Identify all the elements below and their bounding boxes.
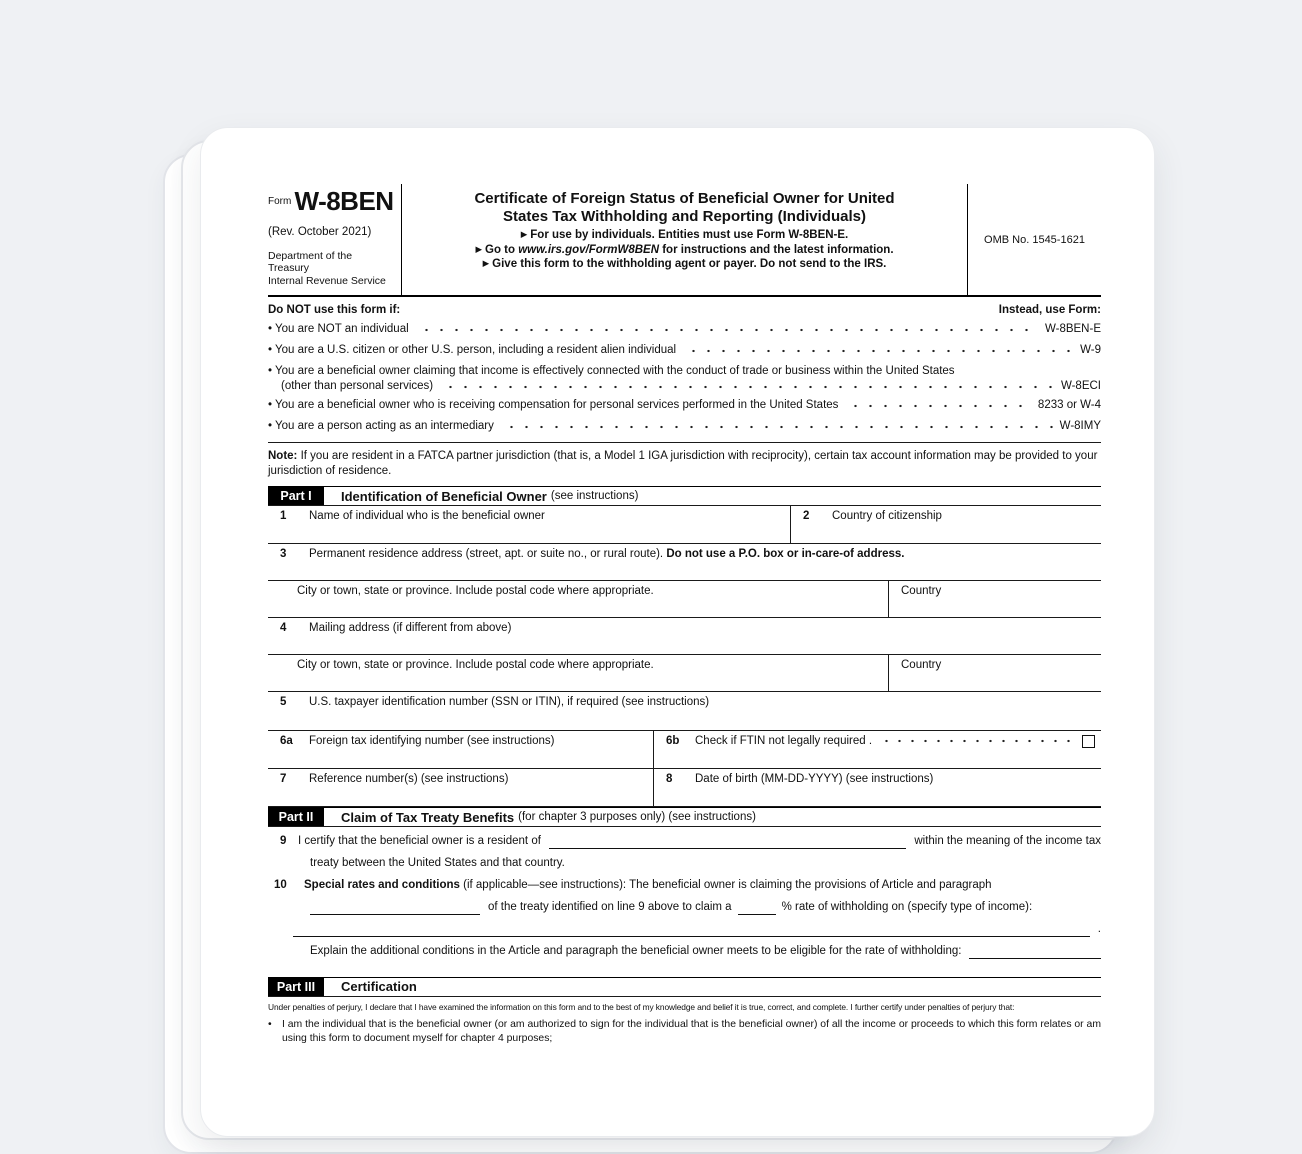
line9-country-input[interactable] bbox=[549, 836, 906, 849]
field-label: Country bbox=[901, 659, 942, 672]
part1-header bbox=[268, 486, 1101, 506]
bullet-icon: • bbox=[268, 419, 273, 432]
field-label: Country bbox=[901, 585, 942, 598]
row-mailing-address bbox=[268, 618, 1101, 655]
line10: 10 Special rates and conditions (if applicable—see instructions): The beneficial owner is claiming the provisions of Article and paragraph bbox=[274, 879, 992, 892]
field-label: Permanent residence address (street, apt. or suite no., or rural route). Do not use a P.O. box or in-care-of address. bbox=[309, 548, 905, 561]
bullet-icon: • bbox=[268, 344, 273, 357]
line9: 9 I certify that the beneficial owner is a resident of within the meaning of the income tax bbox=[280, 835, 1101, 848]
field-label: Name of individual who is the beneficial owner bbox=[309, 510, 545, 523]
do-not-use-item-3-line2: (other than personal services) W-8ECI bbox=[281, 379, 1101, 392]
instead-form-name: W-8ECI bbox=[1060, 379, 1101, 392]
dot-leader bbox=[848, 399, 1032, 408]
agency-line1: Department of the Treasury bbox=[268, 250, 353, 275]
field-label: Check if FTIN not legally required . bbox=[695, 735, 873, 748]
row-reference-dob bbox=[268, 769, 1101, 807]
line10-explain-row: Explain the additional conditions in the Article and paragraph the beneficial owner meets to be eligible for the rate of withholding: bbox=[268, 944, 1101, 959]
field-label: Date of birth (MM-DD-YYYY) (see instructions) bbox=[695, 773, 934, 786]
arrow-icon: ▶ bbox=[520, 229, 528, 240]
part1-title: Identification of Beneficial Owner bbox=[341, 488, 547, 504]
do-not-use-item-2: • You are a U.S. citizen or other U.S. person, including a resident alien individual W-9 bbox=[268, 344, 1101, 357]
do-not-use-item-1: • You are NOT an individual W-8BEN-E bbox=[268, 323, 1101, 336]
instead-form-name: W-9 bbox=[1080, 344, 1101, 357]
form-word: Form bbox=[268, 196, 292, 207]
field-mailing-address[interactable]: 4 Mailing address (if different from above) bbox=[280, 622, 512, 635]
part3-header bbox=[268, 977, 1101, 997]
row-name-citizenship bbox=[268, 506, 1101, 544]
irs-url-link[interactable]: www.irs.gov/FormW8BEN bbox=[518, 243, 660, 256]
instead-form-name: 8233 or W-4 bbox=[1037, 398, 1101, 411]
agency-block bbox=[268, 250, 395, 287]
line10-article-input[interactable] bbox=[310, 902, 480, 915]
omb-number: OMB No. 1545-1621 bbox=[984, 233, 1085, 246]
line10-income-type-input[interactable] bbox=[293, 924, 1090, 937]
header-instruction-1: ▶ For use by individuals. Entities must use Form W-8BEN-E. bbox=[520, 229, 849, 242]
do-not-use-item-4: • You are a beneficial owner who is receiving compensation for personal services performed in the United States 8233 or W-4 bbox=[268, 398, 1101, 411]
field-city-2[interactable] bbox=[268, 655, 889, 691]
part1-title-suffix: (see instructions) bbox=[550, 490, 639, 503]
field-us-tin[interactable]: 5 U.S. taxpayer identification number (SSN or ITIN), if required (see instructions) bbox=[280, 696, 710, 709]
field-label: City or town, state or province. Include postal code where appropriate. bbox=[297, 585, 654, 598]
instead-form-name: W-8IMY bbox=[1059, 419, 1101, 432]
part2-badge: Part II bbox=[268, 808, 324, 826]
bullet-icon: • bbox=[268, 365, 273, 377]
dot-leader bbox=[686, 344, 1074, 353]
line10-rate-input[interactable] bbox=[738, 902, 776, 915]
bullet-icon: • bbox=[268, 323, 273, 336]
row-city-country-1 bbox=[268, 581, 1101, 618]
field-name-of-individual[interactable]: 1 Name of individual who is the beneficial owner bbox=[268, 506, 791, 543]
field-foreign-tin[interactable]: 6a Foreign tax identifying number (see instructions) bbox=[268, 731, 654, 768]
row-permanent-address bbox=[268, 544, 1101, 581]
part2-title: Claim of Tax Treaty Benefits bbox=[341, 809, 515, 825]
certification-item-1: • I am the individual that is the beneficial owner (or am authorized to sign for the individual that is the beneficial owner) of all the income or proceeds to which this form relates or am using this form to document myself for chapter 4 purposes; bbox=[268, 1018, 1101, 1047]
form-number: W-8BEN bbox=[294, 186, 394, 216]
header-instruction-3: ▶ Give this form to the withholding agent or payer. Do not send to the IRS. bbox=[482, 258, 887, 271]
line10-income-type-row: . bbox=[268, 922, 1101, 937]
field-country-1[interactable] bbox=[889, 581, 1101, 617]
do-not-use-item-5: • You are a person acting as an intermediary W-8IMY bbox=[268, 419, 1101, 432]
do-not-use-left: Do NOT use this form if: bbox=[268, 304, 401, 317]
field-label: Mailing address (if different from above) bbox=[309, 622, 512, 635]
note-label: Note: bbox=[268, 449, 298, 462]
part2-header bbox=[268, 807, 1101, 827]
form-header bbox=[268, 184, 1101, 297]
field-permanent-residence-address[interactable]: 3 Permanent residence address (street, apt. or suite no., or rural route). Do not use a P.O. box or in-care-of address. bbox=[280, 548, 905, 561]
perjury-statement: Under penalties of perjury, I declare that I have examined the information on this form and to the best of my knowledge and belief it is true, correct, and complete. I further certify under penalties of perjury that: bbox=[268, 1001, 1015, 1012]
w8ben-form bbox=[268, 184, 1101, 1047]
field-country-2[interactable] bbox=[889, 655, 1101, 691]
fatca-note: Note: If you are resident in a FATCA partner jurisdiction (that is, a Model 1 IGA jurisdiction with reciprocity), certain tax account information may be provided to your jurisdiction of residence. bbox=[268, 442, 1101, 486]
form-title: Certificate of Foreign Status of Beneficial Owner for United States Tax Withholding and Reporting (Individuals) bbox=[474, 190, 895, 226]
bullet-icon: • bbox=[268, 1018, 272, 1030]
row-city-country-2 bbox=[268, 655, 1101, 692]
part3-title: Certification bbox=[341, 979, 417, 995]
dot-leader bbox=[419, 323, 1039, 332]
row-ftin bbox=[268, 731, 1101, 769]
arrow-icon: ▶ bbox=[475, 243, 483, 254]
do-not-use-header bbox=[268, 304, 1101, 316]
header-instruction-2: ▶ Go to www.irs.gov/FormW8BEN for instructions and the latest information. bbox=[475, 243, 894, 256]
field-date-of-birth[interactable]: 8 Date of birth (MM-DD-YYYY) (see instructions) bbox=[666, 773, 934, 786]
field-reference-numbers[interactable]: 7 Reference number(s) (see instructions) bbox=[268, 769, 654, 806]
field-label: Reference number(s) (see instructions) bbox=[309, 773, 509, 786]
field-label: U.S. taxpayer identification number (SSN or ITIN), if required (see instructions) bbox=[309, 696, 710, 709]
dot-leader bbox=[504, 420, 1054, 429]
do-not-use-item-3-line1: • You are a beneficial owner claiming that income is effectively connected with the conduct of trade or business within the United States bbox=[268, 365, 955, 377]
dot-leader bbox=[880, 734, 1074, 743]
line9-continued: treaty between the United States and that country. bbox=[310, 857, 565, 870]
part1-badge: Part I bbox=[268, 487, 324, 505]
field-city-1[interactable] bbox=[268, 581, 889, 617]
dot-leader bbox=[443, 380, 1055, 389]
form-id-block bbox=[268, 184, 401, 295]
form-title-block bbox=[401, 184, 968, 295]
ftin-not-required-checkbox[interactable] bbox=[1082, 735, 1095, 748]
line10-article-row: of the treaty identified on line 9 above to claim a % rate of withholding on (specify type of income): bbox=[268, 900, 1101, 915]
row-us-tin bbox=[268, 692, 1101, 731]
line10-explain-input[interactable] bbox=[969, 946, 1101, 959]
revision-date: (Rev. October 2021) bbox=[268, 226, 372, 238]
field-label: Foreign tax identifying number (see instructions) bbox=[309, 735, 555, 748]
form-page bbox=[200, 127, 1155, 1137]
bullet-icon: • bbox=[268, 398, 273, 411]
field-country-of-citizenship[interactable]: 2 Country of citizenship bbox=[803, 510, 942, 523]
field-ftin-not-required: 6b Check if FTIN not legally required . bbox=[654, 731, 1101, 768]
instead-form-name: W-8BEN-E bbox=[1044, 323, 1101, 336]
field-label: Country of citizenship bbox=[832, 510, 942, 523]
part3-badge: Part III bbox=[268, 978, 324, 996]
agency-line2: Internal Revenue Service bbox=[268, 274, 386, 287]
do-not-use-right: Instead, use Form: bbox=[998, 304, 1101, 317]
part2-title-suffix: (for chapter 3 purposes only) (see instructions) bbox=[518, 811, 756, 824]
field-label: City or town, state or province. Include postal code where appropriate. bbox=[297, 659, 654, 672]
arrow-icon: ▶ bbox=[482, 258, 490, 269]
